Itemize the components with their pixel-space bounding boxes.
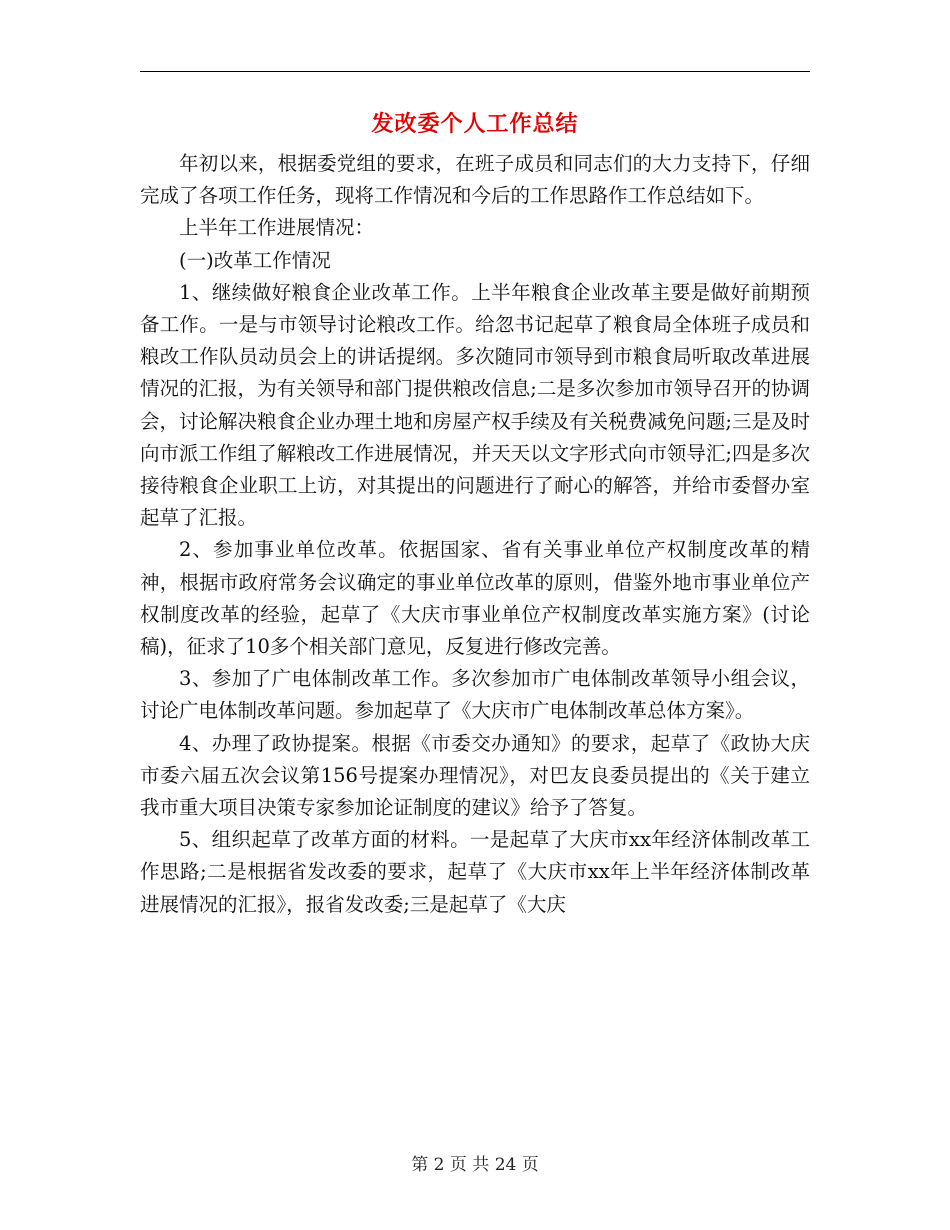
paragraph-section-heading: 上半年工作进展情况： <box>179 216 375 240</box>
paragraph-intro: 年初以来，根据委党组的要求，在班子成员和同志们的大力支持下，仔细完成了各项工作任务，现将工作情况和今后的工作思路作工作总结如下。 <box>140 152 810 208</box>
document-title: 发改委个人工作总结 <box>371 111 579 137</box>
paragraph-item-1: 1、继续做好粮食企业改革工作。上半年粮食企业改革主要是做好前期预备工作。一是与市领导讨论粮改工作。给忽书记起草了粮食局全体班子成员和粮改工作队员动员会上的讲话提纲。多次随同市领导到市粮食局听取改革进展情况的汇报，为有关领导和部门提供粮改信息;二是多次参加市领导召开的协调会，讨论解决粮食企业办理土地和房屋产权手续及有关税费减免问题;三是及时向市派工作组了解粮改工作进展情况，并天天以文字形式向市领导汇;四是多次接待粮食企业职工上访，对其提出的问题进行了耐心的解答，并给市委督办室起草了汇报。 <box>140 280 810 530</box>
paragraph-item-3: 3、参加了广电体制改革工作。多次参加市广电体制改革领导小组会议，讨论广电体制改革问题。参加起草了《大庆市广电体制改革总体方案》。 <box>140 667 810 723</box>
paragraph-subsection-heading: (一)改革工作情况 <box>179 248 331 272</box>
footer-suffix: 页 <box>521 1155 539 1175</box>
paragraph-item-5: 5、组织起草了改革方面的材料。一是起草了大庆市xx年经济体制改革工作思路;二是根据省发改委的要求，起草了《大庆市xx年上半年经济体制改革进展情况的汇报》，报省发改委;三是起草了《大庆 <box>140 828 810 916</box>
footer-prefix: 第 <box>411 1155 429 1175</box>
footer-total-pages: 24 <box>494 1155 517 1175</box>
footer-middle: 页 共 <box>449 1155 490 1175</box>
paragraph-item-2: 2、参加事业单位改革。依据国家、省有关事业单位产权制度改革的精神，根据市政府常务会议确定的事业单位改革的原则，借鉴外地市事业单位产权制度改革的经验，起草了《大庆市事业单位产权制度改革实施方案》(讨论稿)，征求了10多个相关部门意见，反复进行修改完善。 <box>140 538 810 659</box>
header-rule <box>140 71 810 72</box>
page-footer <box>140 1153 810 1177</box>
footer-current-page: 2 <box>433 1155 445 1175</box>
paragraph-item-4: 4、办理了政协提案。根据《市委交办通知》的要求，起草了《政协大庆市委六届五次会议第156号提案办理情况》，对巴友良委员提出的《关于建立我市重大项目决策专家参加论证制度的建议》给予了答复。 <box>140 731 810 820</box>
document-body <box>140 148 810 921</box>
